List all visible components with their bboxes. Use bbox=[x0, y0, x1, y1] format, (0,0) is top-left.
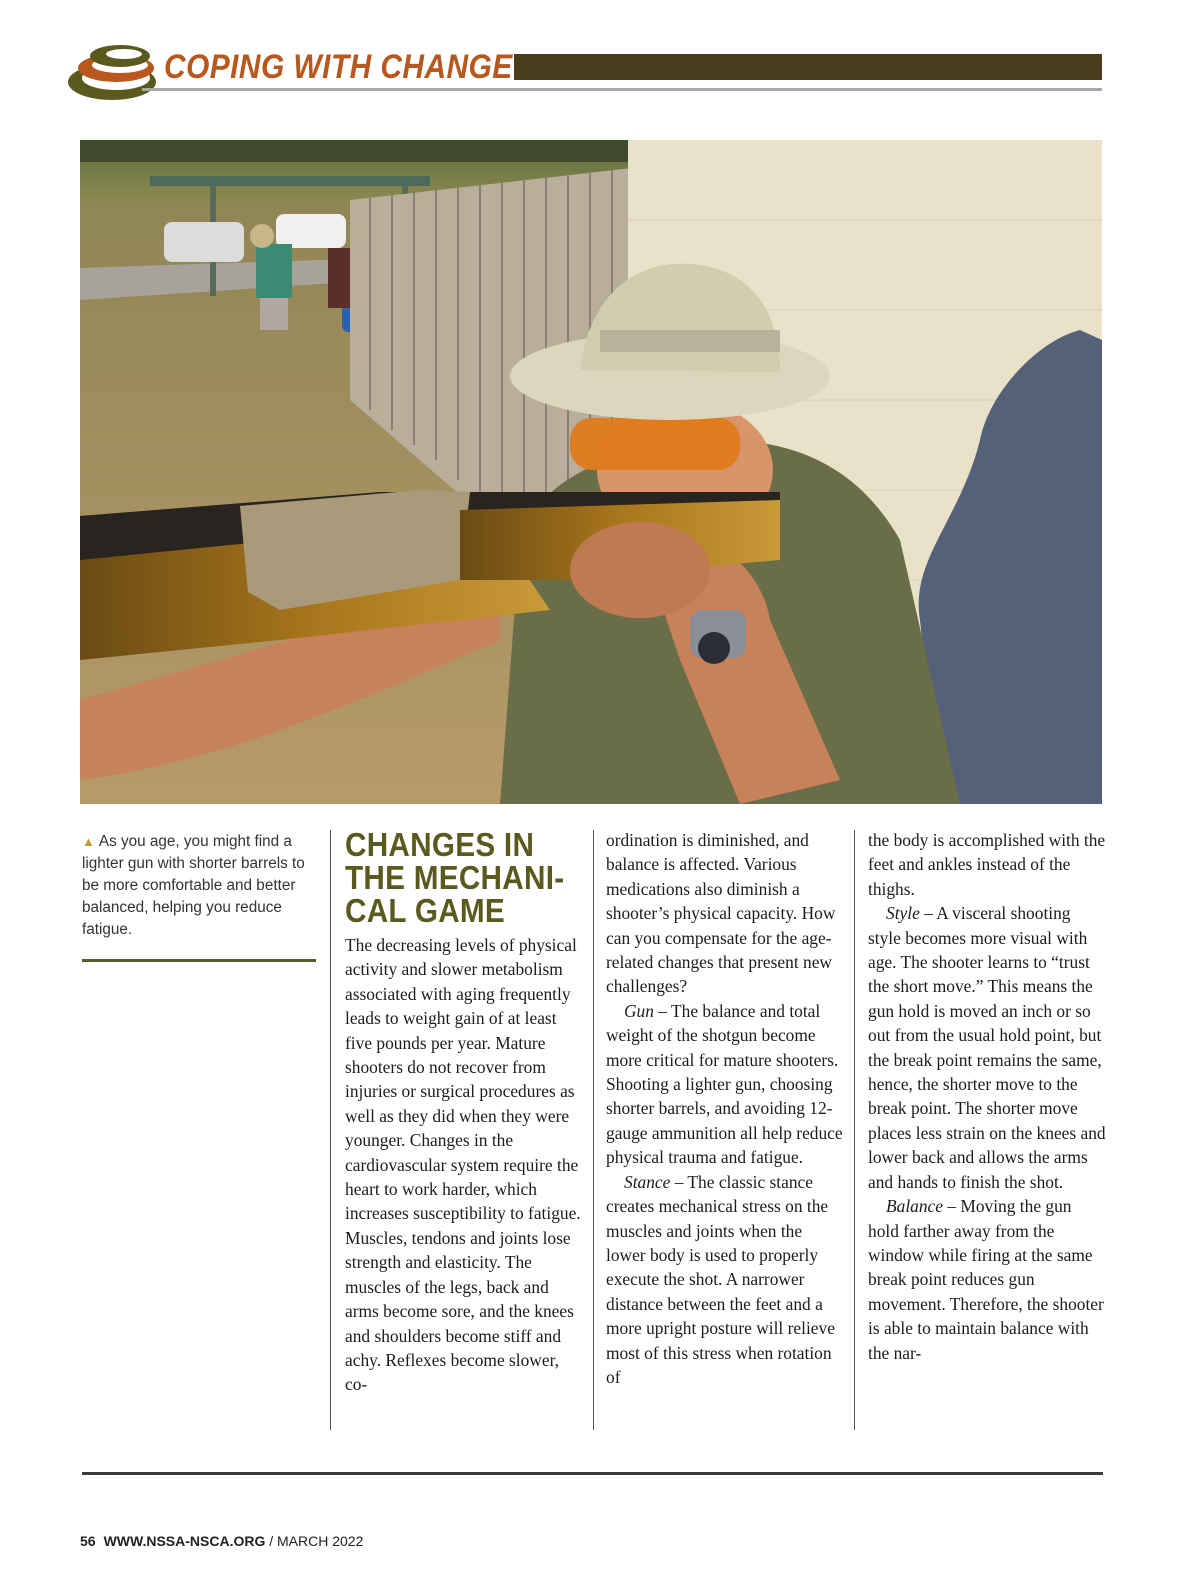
subhead-balance: Balance bbox=[886, 1196, 943, 1217]
page-number: 56 bbox=[80, 1533, 96, 1549]
article-headline bbox=[345, 828, 579, 927]
article-column-2 bbox=[606, 828, 844, 1389]
clay-target-logo-icon bbox=[66, 40, 158, 102]
body-paragraph-gun bbox=[606, 999, 844, 1170]
section-header bbox=[66, 38, 1106, 102]
paragraph-text: – Moving the gun hold farther away from the window while firing at the same break point reduces gun movement. Therefore, the shooter is able to maintain balance with the nar- bbox=[868, 1196, 1104, 1363]
website-link[interactable]: WWW.NSSA-NSCA.ORG bbox=[103, 1533, 266, 1549]
body-paragraph-style bbox=[868, 901, 1106, 1194]
photo-shooter-aiming-shotgun-icon bbox=[80, 140, 1102, 804]
photo-caption bbox=[82, 831, 314, 941]
body-paragraph: ordination is diminished, and balance is affected. Various medications also diminish a shooter’s physical capacity. How can you compensate for the age-related changes that present new challenges? bbox=[606, 830, 836, 997]
column-divider bbox=[593, 830, 594, 1430]
paragraph-text: – The balance and total weight of the shotgun become more critical for mature shooters. Shooting a lighter gun, choosing shorter barrels, and avoiding 12-gauge ammunition all help reduce physical trauma and fatigue. bbox=[606, 1000, 843, 1168]
paragraph-text: – The classic stance creates mechanical stress on the muscles and joints when the lower body is used to properly execute the shot. A narrower distance between the feet and a more upright posture will relieve most of this stress when rotation of bbox=[606, 1171, 835, 1387]
article-column-3 bbox=[868, 828, 1106, 1365]
article-column-1 bbox=[345, 828, 583, 1397]
section-title: COPING WITH CHANGE bbox=[164, 48, 513, 86]
headline-line: THE MECHANI- bbox=[345, 859, 565, 896]
article-photo bbox=[80, 140, 1102, 804]
footer-rule bbox=[82, 1472, 1103, 1475]
headline-line: CHANGES IN bbox=[345, 826, 535, 863]
caption-divider bbox=[82, 959, 316, 962]
header-bar bbox=[514, 54, 1102, 80]
caption-text: As you age, you might find a lighter gun with shorter barrels to be more comfortable and better balanced, helping you reduce fatigue. bbox=[82, 833, 305, 938]
subhead-gun: Gun bbox=[624, 1000, 654, 1021]
body-paragraph: the body is accomplished with the feet and ankles instead of the thighs. bbox=[868, 830, 1106, 899]
page-footer bbox=[80, 1533, 363, 1549]
column-divider bbox=[854, 830, 855, 1430]
headline-line: CAL GAME bbox=[345, 892, 506, 929]
footer-separator: / bbox=[265, 1533, 278, 1549]
column-divider bbox=[330, 830, 331, 1430]
subhead-stance: Stance bbox=[624, 1171, 671, 1192]
body-paragraph: The decreasing levels of physical activity and slower metabolism associated with aging frequently leads to weight gain of at least five pounds per year. Mature shooters do not recover from injuries or surgical procedures as well as they did when they were younger. Changes in the cardiovascular system require the heart to work harder, which increases susceptibility to fatigue. Muscles, tendons and joints lose strength and elasticity. The muscles of the legs, back and arms become sore, and the knees and shoulders become stiff and achy. Reflexes become slower, co- bbox=[345, 935, 581, 1395]
header-underline bbox=[142, 88, 1102, 91]
issue-date: MARCH 2022 bbox=[277, 1533, 364, 1549]
body-paragraph-stance bbox=[606, 1170, 844, 1390]
subhead-style: Style bbox=[886, 903, 920, 924]
body-paragraph-balance bbox=[868, 1194, 1106, 1365]
paragraph-text: – A visceral shooting style becomes more visual with age. The shooter learns to “trust the short move.” This means the gun hold is moved an inch or so out from the usual hold point, but the break point remains the same, hence, the shorter move to the break point. The shorter move places less strain on the knees and lower back and allows the arms and hands to finish the shot. bbox=[868, 903, 1106, 1192]
triangle-up-icon: ▲ bbox=[82, 834, 95, 849]
